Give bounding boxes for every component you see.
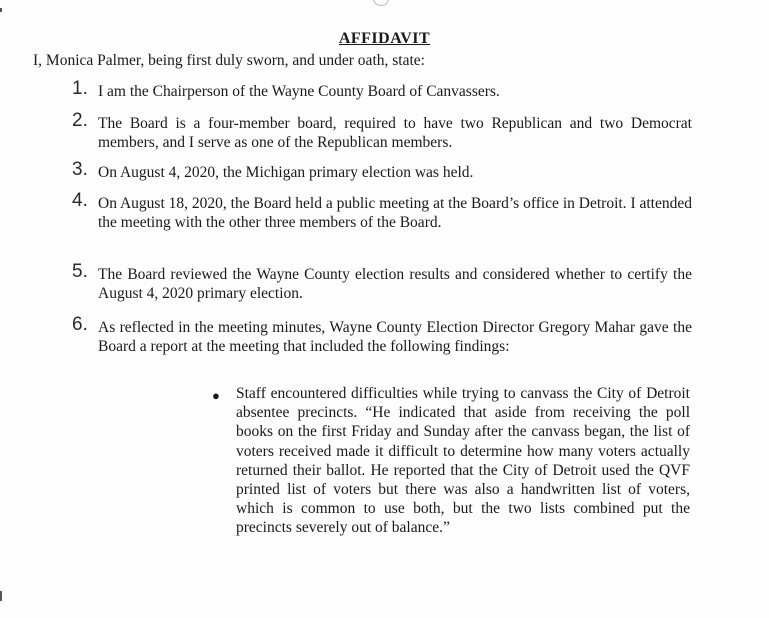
item-number: 6. xyxy=(72,314,88,335)
bullet-text: Staff encountered difficulties while trying to canvass the City of Detroit absentee precincts. “He indicated that aside from receiving the poll books on the first Friday and Sunday after the canvass began, the list of voters received made it difficult to determine how many voters actually returned their ballot. He reported that the City of Detroit used the QVF printed list of voters but there was also a handwritten list of voters, which is common to use both, but the two lists combined put the precincts severely out of balance.” xyxy=(236,385,690,537)
left-edge-mark-bottom xyxy=(0,591,2,601)
numbered-item xyxy=(72,78,692,101)
numbered-item xyxy=(72,190,692,232)
item-text: On August 4, 2020, the Michigan primary election was held. xyxy=(98,164,474,181)
document-title: AFFIDAVIT xyxy=(338,30,431,47)
item-number: 5. xyxy=(72,261,88,282)
left-edge-mark-top xyxy=(0,8,2,12)
item-text: The Board is a four-member board, required to have two Republican and two Democrat members, and I serve as one of the Republican members. xyxy=(98,115,692,151)
item-text: On August 18, 2020, the Board held a public meeting at the Board’s office in Detroit. I attended the meeting with the other three members of the Board. xyxy=(98,195,692,231)
numbered-item xyxy=(72,314,692,356)
numbered-item xyxy=(72,110,692,152)
intro-statement: I, Monica Palmer, being first duly sworn, and under oath, state: xyxy=(33,52,425,69)
item-number: 1. xyxy=(72,78,88,99)
item-text: As reflected in the meeting minutes, Wayne County Election Director Gregory Mahar gave the Board a report at the meeting that included the following findings: xyxy=(98,319,692,355)
page-edge-arc xyxy=(373,0,389,6)
numbered-item xyxy=(72,261,692,303)
item-text: The Board reviewed the Wayne County election results and considered whether to certify the August 4, 2020 primary election. xyxy=(98,266,692,302)
item-text: I am the Chairperson of the Wayne County Board of Canvassers. xyxy=(98,83,500,100)
item-number: 3. xyxy=(72,159,88,180)
bullet-item xyxy=(212,384,692,538)
bullet-dot-icon: ● xyxy=(212,388,220,403)
numbered-item xyxy=(72,159,692,182)
item-number: 2. xyxy=(72,110,88,131)
item-number: 4. xyxy=(72,190,88,211)
